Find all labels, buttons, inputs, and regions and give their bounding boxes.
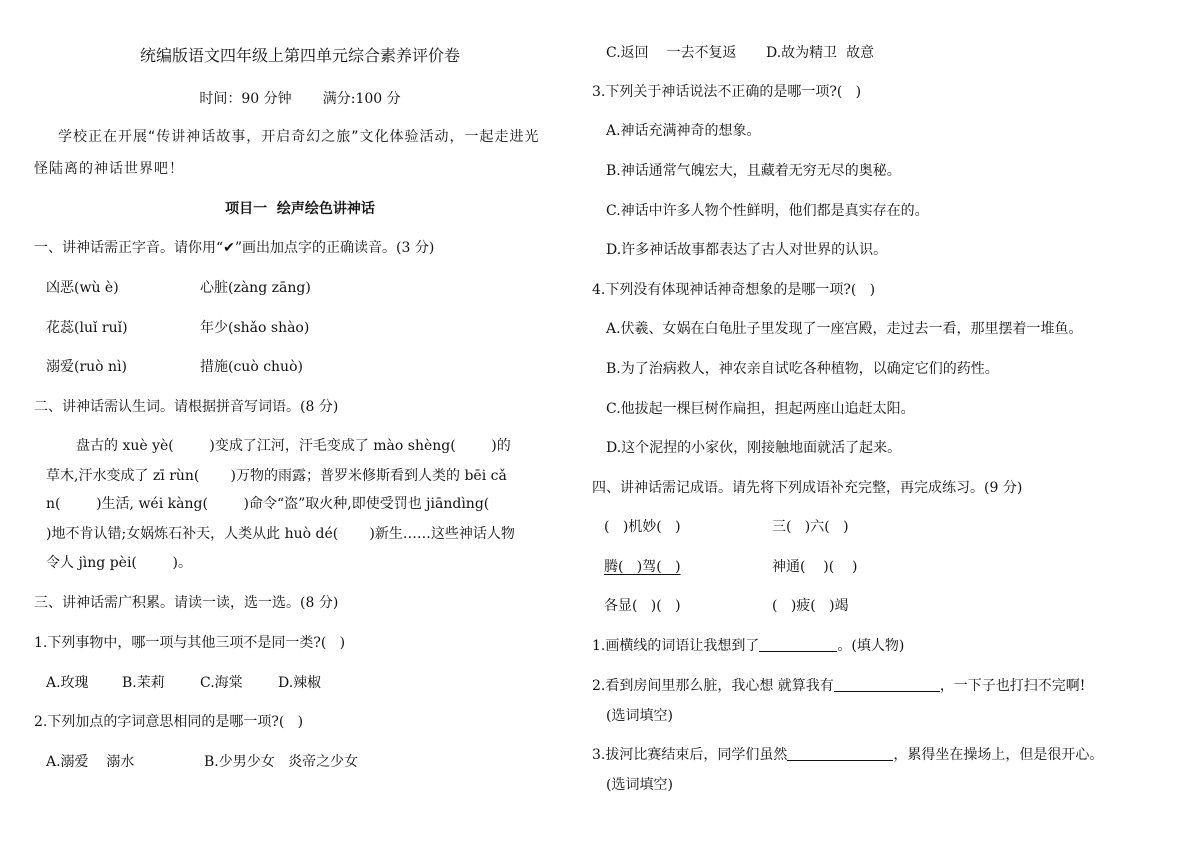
section-2-heading: 二、讲神话需认生词。请根据拼音写词语。(8 分): [34, 399, 339, 415]
question-3: 3.下列关于神话说法不正确的是哪一项?( ): [592, 84, 862, 100]
option-b: B.茉莉: [122, 675, 165, 691]
option-d: D.故为精卫 故意: [766, 45, 875, 61]
section-1-heading: 一、讲神话需正字音。请你用“✔”画出加点字的正确读音。(3 分): [34, 240, 435, 256]
pinyin-item: 心脏(zàng zāng): [200, 280, 311, 296]
exercise-note: (选词填空): [606, 777, 673, 793]
passage-line: 盘古的 xuè yè( )变成了江河，汗毛变成了 mào shèng( )的: [76, 438, 511, 454]
option-b: B.少男少女 炎帝之少女: [204, 754, 359, 770]
exercise-3: [592, 745, 1103, 765]
option-c: C.他拔起一棵巨树作扁担，担起两座山追赶太阳。: [606, 401, 915, 417]
fill-blank[interactable]: [787, 746, 893, 761]
option-b: B.为了治病救人，神农亲自试吃各种植物，以确定它们的药性。: [606, 361, 999, 377]
question-4: 4.下列没有体现神话神奇想象的是哪一项?( ): [592, 282, 876, 298]
section-4-heading: 四、讲神话需记成语。请先将下列成语补充完整，再完成练习。(9 分): [592, 480, 1023, 496]
passage-line: 草木,汗水变成了 zī rùn( )万物的雨露；普罗米修斯看到人类的 bēi cǎ: [46, 468, 507, 484]
exercise-text: 2.看到房间里那么脏，我心想 就算我有: [592, 678, 834, 694]
idiom-item: 神通( )( ): [772, 559, 858, 575]
option-c: C.返回 一去不复返: [606, 45, 737, 61]
exercise-text: ，累得坐在操场上，但是很开心。: [893, 747, 1104, 763]
exercise-text: ，一下子也打扫不完啊!: [939, 678, 1086, 694]
option-a: A.伏羲、女娲在白龟肚子里发现了一座宫殿，走过去一看，那里摆着一堆鱼。: [606, 321, 1083, 337]
option-a: A.玫瑰: [46, 675, 89, 691]
passage-line: )地不肯认错;女娲炼石补天，人类从此 huò dé( )新生……这些神话人物: [46, 526, 515, 542]
passage-line: 令人 jìng pèi( )。: [46, 555, 192, 571]
exercise-note: (选词填空): [606, 708, 673, 724]
idiom-item: ( )疲( )竭: [772, 598, 849, 614]
idiom-item: ( )机妙( ): [604, 519, 681, 535]
exercise-2: [592, 676, 1085, 696]
option-c: C.神话中许多人物个性鲜明，他们都是真实存在的。: [606, 203, 929, 219]
passage-line: n( )生活, wéi kàng( )命令“盗”取火种,即使受罚也 jiāndìng(: [46, 496, 490, 512]
option-d: D.这个泥捏的小家伙，刚接触地面就活了起来。: [606, 440, 902, 456]
document-title: 统编版语文四年级上第四单元综合素养评价卷: [139, 46, 460, 65]
project-title: 项目一 绘声绘色讲神话: [225, 201, 375, 217]
fill-blank[interactable]: [759, 637, 837, 652]
question-1: 1.下列事物中，哪一项与其他三项不是同一类?( ): [34, 635, 346, 651]
option-d: D.许多神话故事都表达了古人对世界的认识。: [606, 242, 888, 258]
option-b: B.神话通常气魄宏大，且藏着无穷无尽的奥秘。: [606, 163, 901, 179]
pinyin-item: 花蕊(luǐ ruǐ): [46, 320, 128, 336]
question-2: 2.下列加点的字词意思相同的是哪一项?( ): [34, 714, 304, 730]
intro-line-1: 学校正在开展“传讲神话故事，开启奇幻之旅”文化体验活动，一起走进光: [58, 129, 540, 145]
exercise-text: 3.拔河比赛结束后，同学们虽然: [592, 747, 788, 763]
option-c: C.海棠: [200, 675, 243, 691]
option-d: D.辣椒: [278, 675, 322, 691]
pinyin-item: 年少(shǎo shào): [200, 320, 310, 336]
time-and-score: 时间：90 分钟 满分:100 分: [199, 91, 401, 107]
exercise-1: [592, 636, 904, 656]
intro-line-2: 怪陆离的神话世界吧！: [34, 161, 184, 177]
idiom-item: 三( )六( ): [772, 519, 849, 535]
fill-blank[interactable]: [834, 677, 940, 692]
idiom-item-underlined: 腾( )驾( ): [604, 559, 681, 575]
exercise-text: 。(填人物): [837, 638, 905, 654]
pinyin-item: 溺爱(ruò nì): [46, 359, 128, 375]
pinyin-item: 凶恶(wù è): [46, 280, 119, 296]
exercise-text: 1.画横线的词语让我想到了: [592, 638, 760, 654]
pinyin-item: 措施(cuò chuò): [200, 359, 303, 375]
idiom-item: 各显( )( ): [604, 598, 681, 614]
option-a: A.溺爱 溺水: [46, 754, 135, 770]
option-a: A.神话充满神奇的想象。: [606, 123, 761, 139]
section-3-heading: 三、讲神话需广积累。请读一读，选一选。(8 分): [34, 595, 339, 611]
